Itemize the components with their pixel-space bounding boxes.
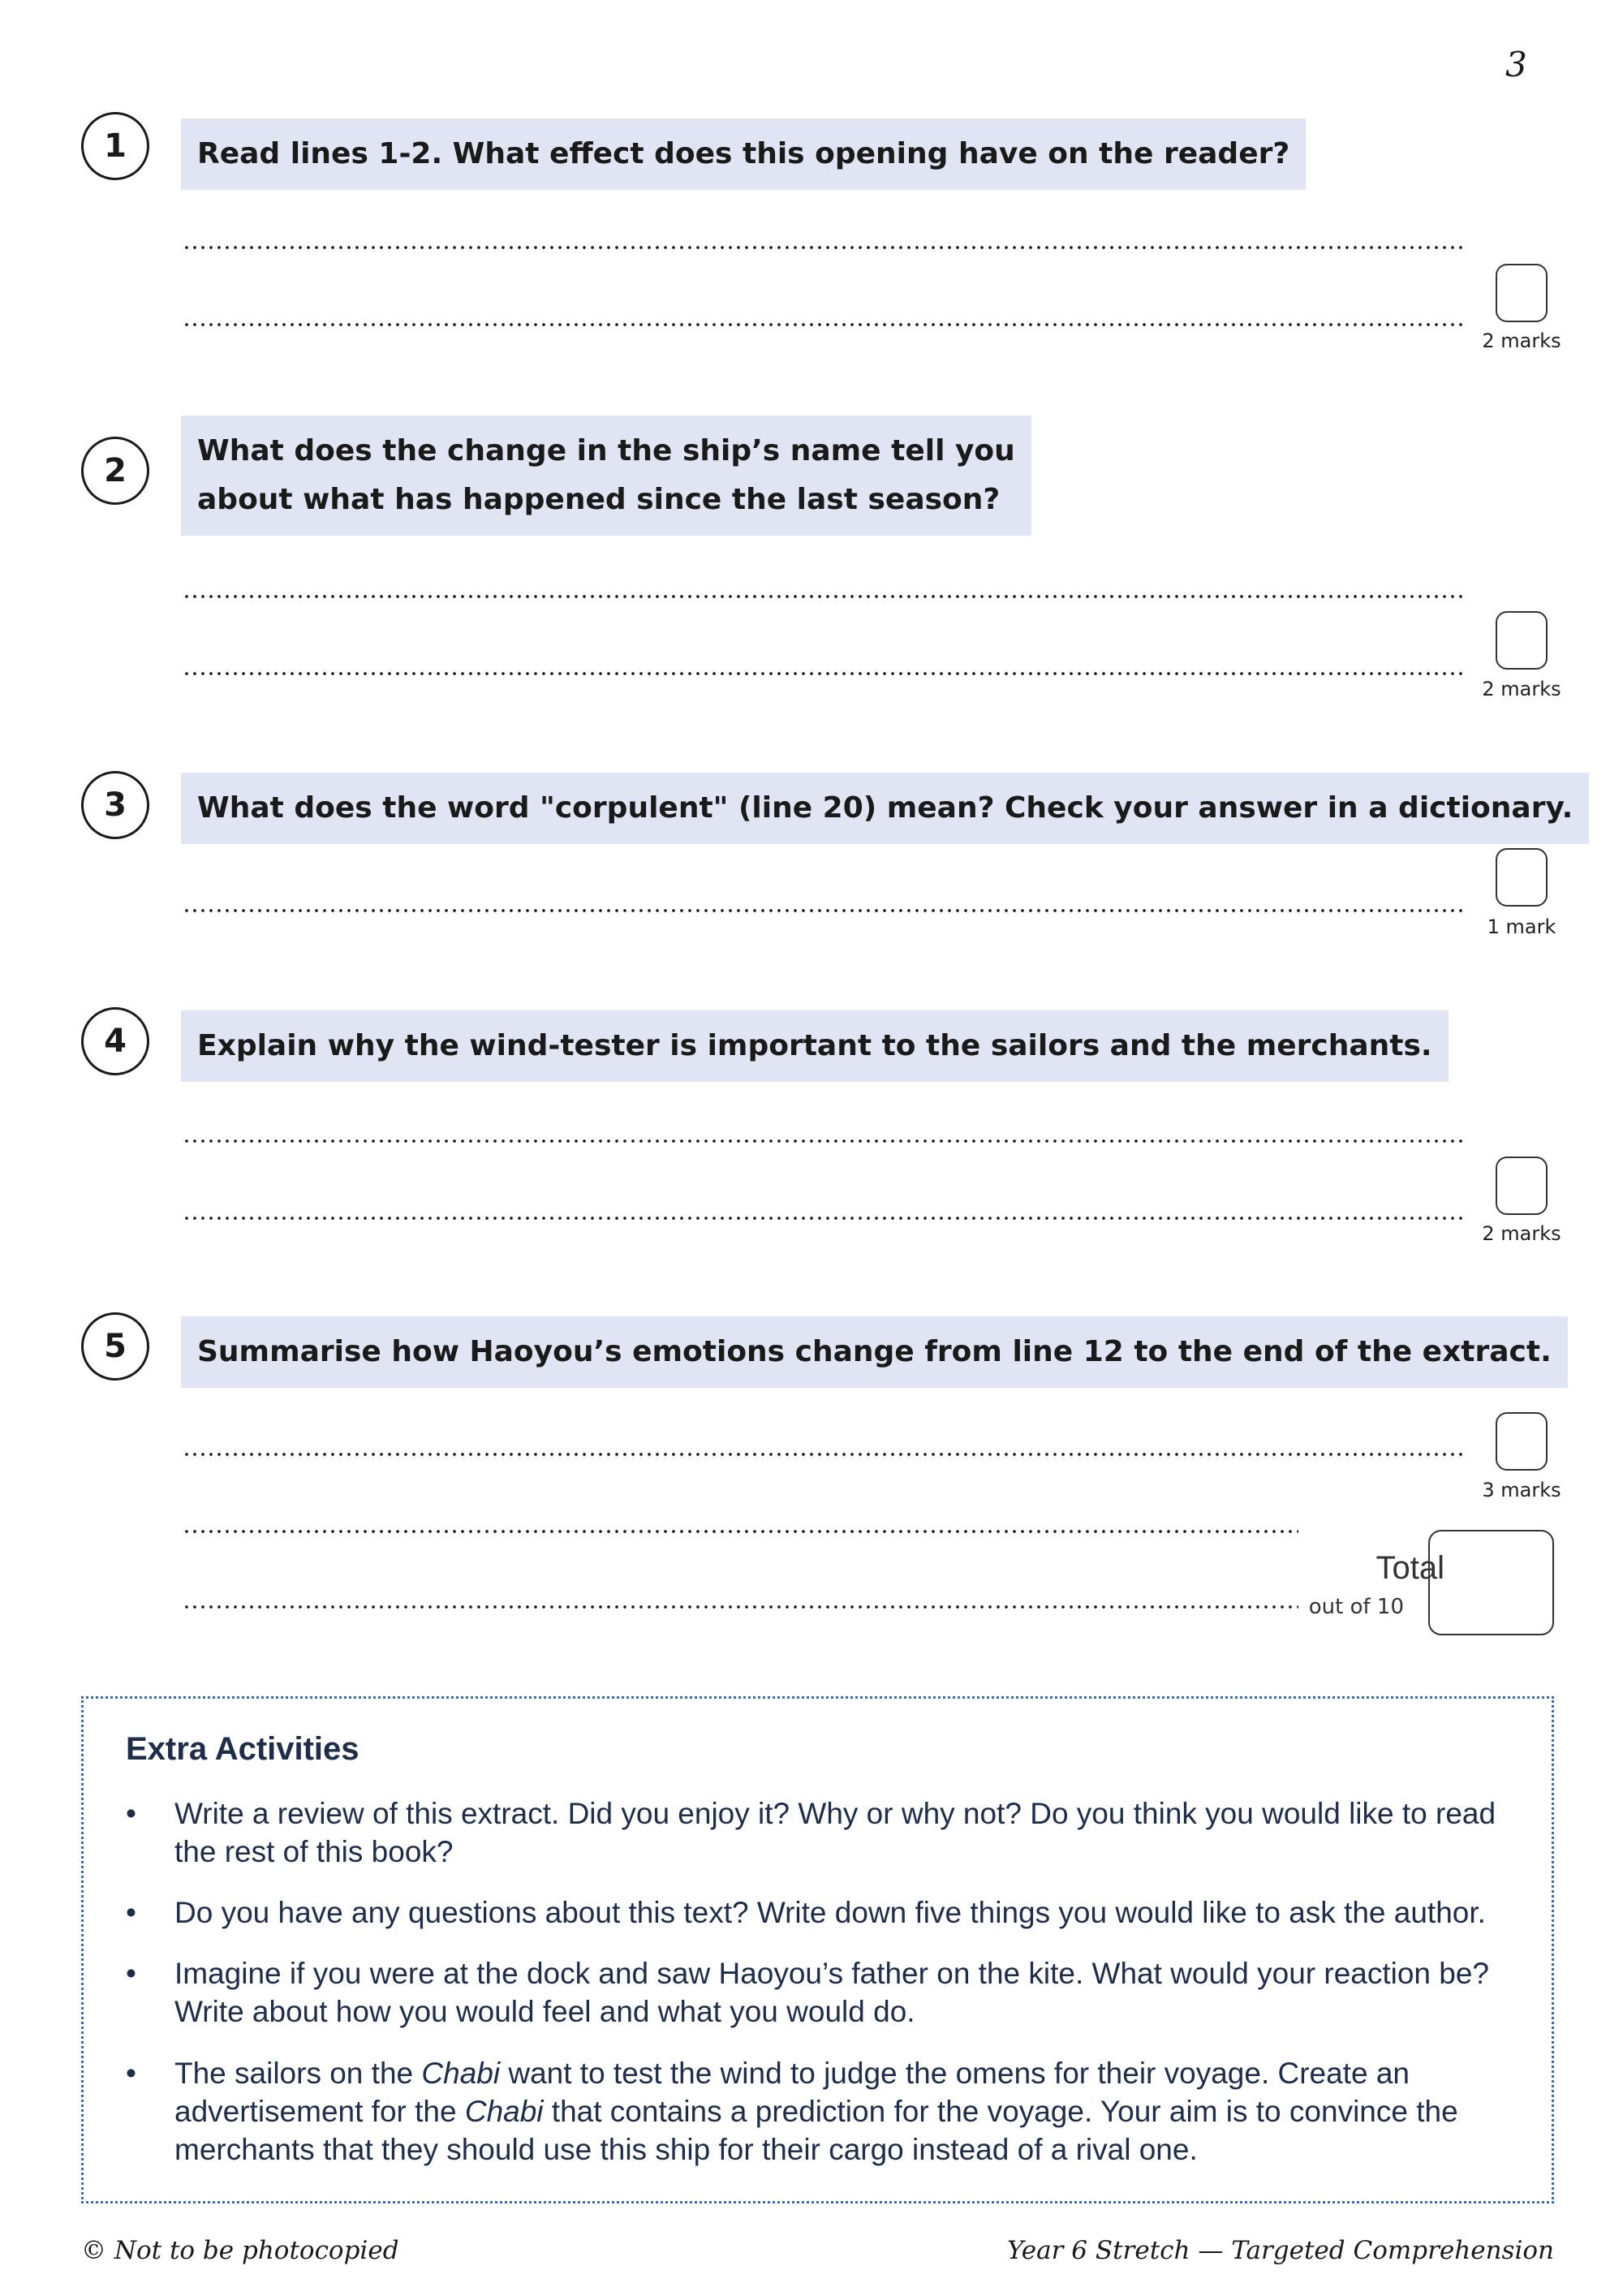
question-prompt: What does the word "corpulent" (line 20) mean? Check your answer in a dictionary.: [181, 773, 1589, 844]
footer-copyright: © Not to be photocopied: [81, 2236, 399, 2265]
question-number: 4: [81, 1007, 149, 1075]
marks-box[interactable]: [1496, 1157, 1548, 1215]
marks-box[interactable]: [1496, 611, 1548, 670]
answer-line[interactable]: [183, 1605, 1298, 1609]
marks-label: 1 mark: [1487, 915, 1556, 938]
question-prompt: What does the change in the ship’s name tell you about what has happened since the last season?: [181, 416, 1031, 536]
question-number: 1: [81, 112, 149, 180]
marks-label: 2 marks: [1482, 1222, 1561, 1245]
question-prompt: Read lines 1-2. What effect does this opening have on the reader?: [181, 118, 1306, 190]
total-subtitle: out of 10: [1308, 1595, 1404, 1619]
footer-title: Year 6 Stretch — Targeted Comprehension: [1007, 2236, 1554, 2265]
answer-line[interactable]: [183, 1139, 1465, 1143]
bullet-icon: •: [126, 2057, 136, 2090]
marks-label: 3 marks: [1482, 1479, 1561, 1501]
marks-box[interactable]: [1496, 848, 1548, 907]
question-prompt: Explain why the wind-tester is important to the sailors and the merchants.: [181, 1010, 1449, 1082]
marks-box[interactable]: [1496, 1412, 1548, 1471]
marks-label: 2 marks: [1482, 330, 1561, 352]
question-number: 5: [81, 1312, 149, 1381]
total-score-box[interactable]: [1428, 1530, 1554, 1635]
extra-activities-box: Extra Activities • Write a review of this extract. Did you enjoy it? Why or why not? Do you think you would like to read the rest of this book? • Do you have any questions about this text? Write down five things you would like to ask the author. • Imagine if you were at the dock and saw Haoyou’s father on the kite. What would your reaction be? Write about how you would feel and what you would do. • The sailors on the Chabi want to test the wind to judge the omens for their voyage. Create an advertisement for the Chabi that contains a prediction for the voyage. Your aim is to convince the merchants that they should use this ship for their cargo instead of a rival one.: [81, 1696, 1554, 2203]
answer-line[interactable]: [183, 1453, 1465, 1456]
answer-line[interactable]: [183, 595, 1465, 598]
bullet-icon: •: [126, 1896, 136, 1929]
bullet-icon: •: [126, 1797, 136, 1830]
question-prompt: Summarise how Haoyou’s emotions change from line 12 to the end of the extract.: [181, 1316, 1568, 1388]
answer-line[interactable]: [183, 909, 1465, 912]
answer-line[interactable]: [183, 1217, 1465, 1220]
answer-line[interactable]: [183, 323, 1465, 326]
page-number: 3: [1505, 45, 1527, 84]
answer-line[interactable]: [183, 246, 1465, 249]
marks-box[interactable]: [1496, 264, 1548, 322]
question-number: 3: [81, 771, 149, 839]
extra-activities-title: Extra Activities: [126, 1731, 359, 1767]
question-number: 2: [81, 437, 149, 505]
bullet-icon: •: [126, 1957, 136, 1990]
marks-label: 2 marks: [1482, 678, 1561, 700]
answer-line[interactable]: [183, 672, 1465, 675]
answer-line[interactable]: [183, 1530, 1298, 1533]
total-label: Total: [1375, 1550, 1444, 1586]
